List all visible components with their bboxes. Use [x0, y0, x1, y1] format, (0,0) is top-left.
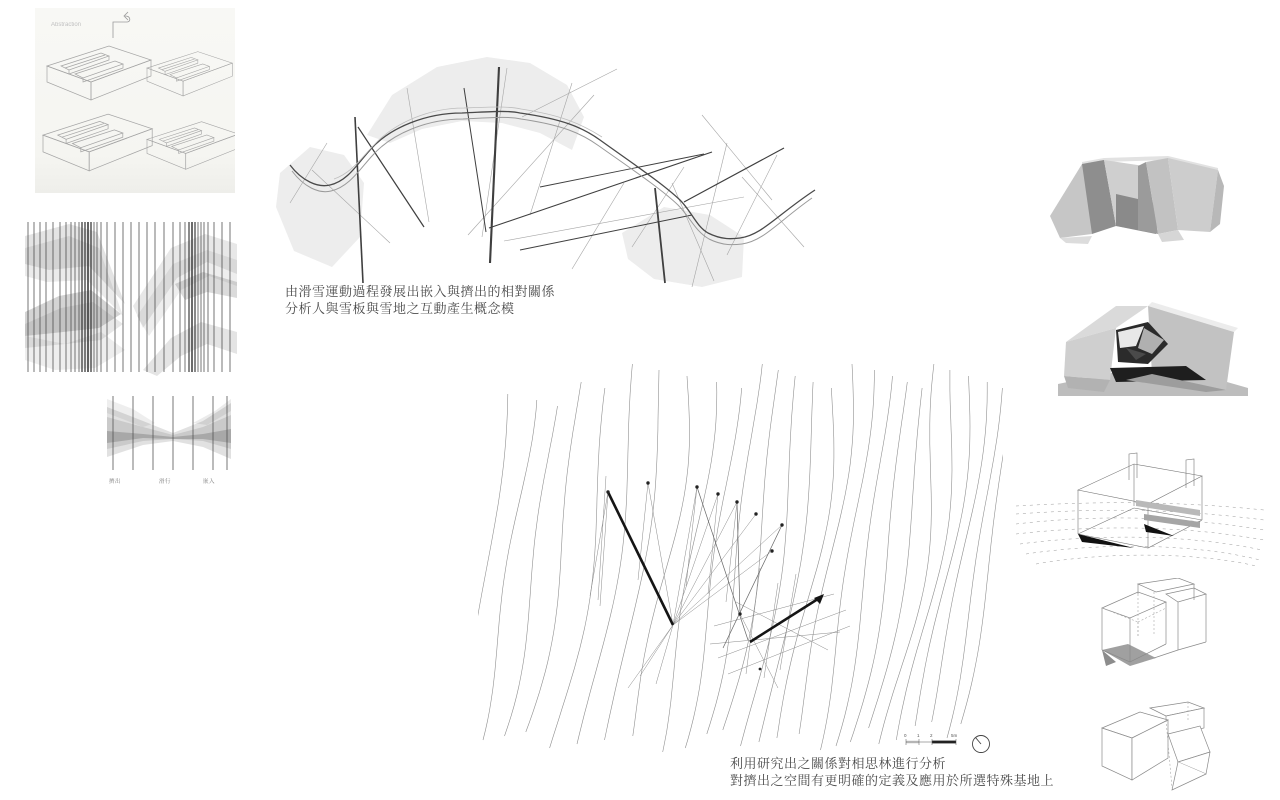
concept-caption-line2: 分析人與雪板與雪地之互動產生概念模	[285, 301, 515, 316]
site-caption	[730, 755, 1054, 789]
site-plan-figure	[478, 358, 1003, 758]
axon-drawing-3	[1094, 700, 1224, 798]
model-photo-1	[1042, 146, 1234, 252]
handwritten-note: Abstraction	[51, 22, 82, 28]
concept-drawing	[272, 55, 832, 287]
scale-tick-1: 1	[917, 733, 920, 738]
scale-tick-2: 2	[930, 733, 933, 738]
concept-caption	[285, 283, 555, 317]
bold-axis-line-1	[608, 492, 673, 625]
mini-label-glide: 滑行	[159, 479, 172, 485]
mini-label-extrude: 擠出	[109, 479, 122, 485]
mini-section-diagram	[103, 393, 237, 489]
model-photo-2	[1056, 288, 1250, 398]
site-plan-contours	[478, 364, 1003, 754]
scale-tick-0: 0	[904, 733, 907, 738]
section-bands-diagram	[25, 220, 237, 378]
site-caption-line1: 利用研究出之關係對相思林進行分析	[730, 756, 947, 771]
pencil-sketch-panel	[35, 8, 235, 193]
axon-drawing-2	[1090, 578, 1220, 688]
section-bands-figure	[25, 220, 237, 378]
site-plan	[478, 358, 1003, 758]
mini-section-figure	[103, 393, 237, 473]
network-nodes	[606, 481, 783, 670]
axon-drawing-1	[1016, 452, 1264, 570]
concept-caption-line1: 由滑雪運動過程發展出嵌入與擠出的相對關係	[285, 284, 556, 299]
rotate-arrow-icon	[113, 12, 130, 38]
scale-bar	[904, 733, 958, 745]
site-caption-line2: 對擠出之空間有更明確的定義及應用於所選特殊基地上	[730, 773, 1055, 788]
mini-label-embed: 嵌入	[203, 479, 216, 485]
north-arrow-icon	[973, 736, 990, 753]
site-plan-network	[590, 476, 850, 688]
concept-figure	[272, 55, 832, 287]
scale-tick-3: 5m	[951, 733, 958, 738]
sketch-blocks-figure	[35, 8, 235, 193]
